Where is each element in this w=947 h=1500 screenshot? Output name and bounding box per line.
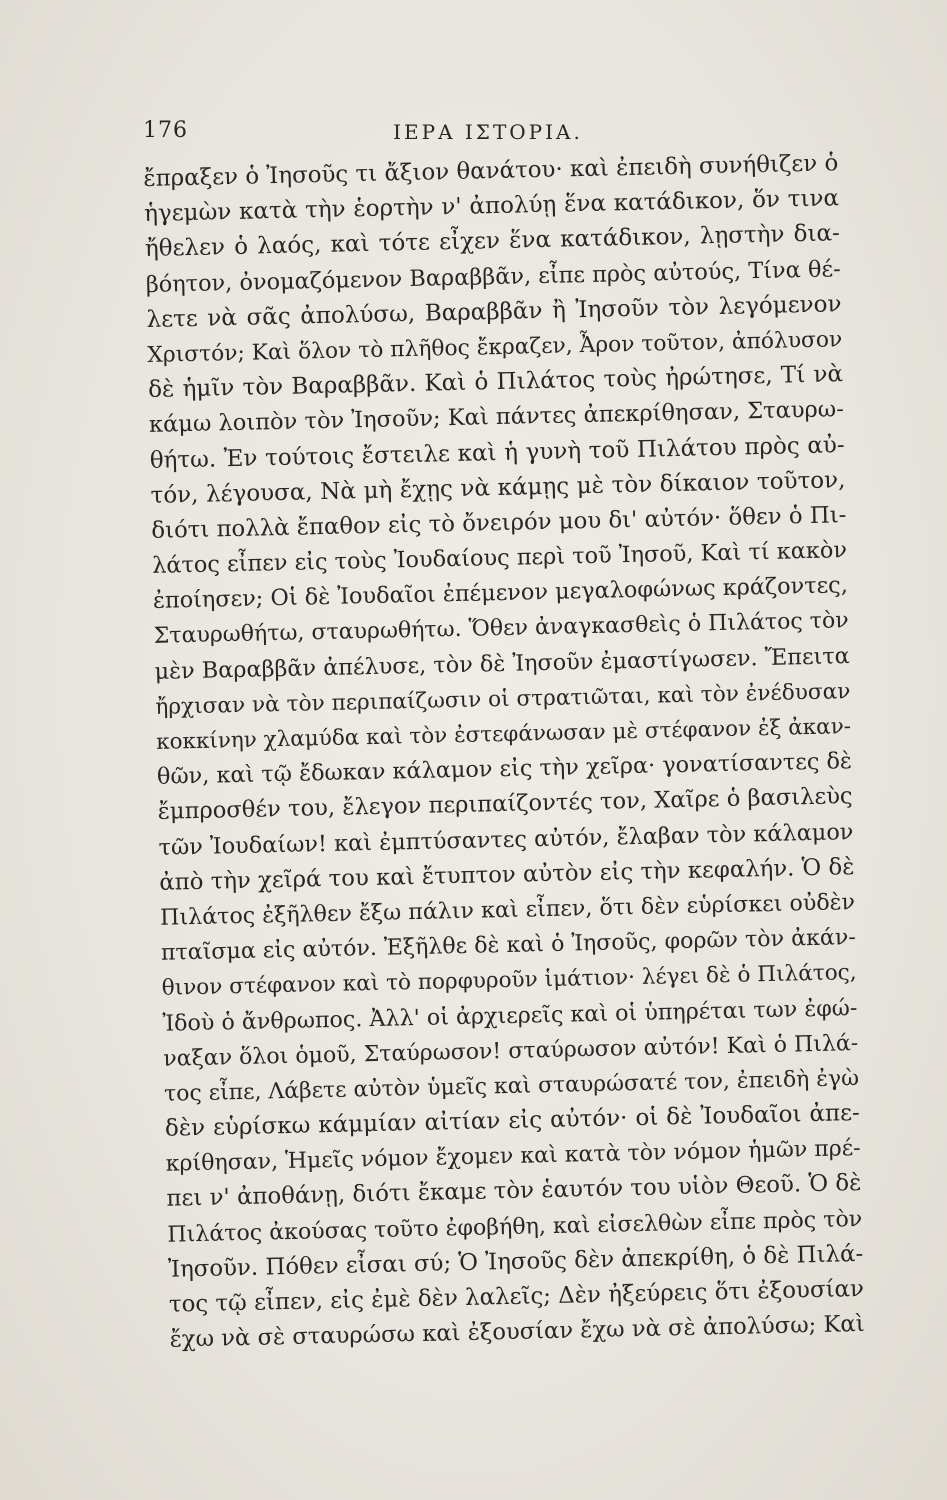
text-line: θήτω. Ἐν τούτοις ἔστειλε καὶ ἡ γυνὴ τοῦ Πιλάτου πρὸς αὐ- (149, 431, 845, 474)
text-line: ναξαν ὅλοι ὁμοῦ, Σταύρωσον! σταύρωσον αὐτόν! Καὶ ὁ Πιλά- (163, 1030, 859, 1072)
text-line: Ἰδοὺ ὁ ἄνθρωπος. Ἀλλ' οἱ ἀρχιερεῖς καὶ οἱ ὑπηρέται των ἐφώ- (162, 994, 858, 1037)
page-header (143, 118, 833, 150)
text-line: ἤρχισαν νὰ τὸν περιπαίζωσιν οἱ στρατιῶται, καὶ τὸν ἐνέδυσαν (155, 678, 851, 720)
text-line: κοκκίνην χλαμύδα καὶ τὸν ἐστεφάνωσαν μὲ στέφανον ἐξ ἀκαν- (155, 714, 852, 755)
text-line: δὲν εὑρίσκω κάμμίαν αἰτίαν εἰς αὐτόν· οἱ δὲ Ἰουδαῖοι ἀπε- (164, 1100, 861, 1142)
text-line: ἔπραξεν ὁ Ἰησοῦς τι ἄξιον θανάτου· καὶ ἐπειδὴ συνήθιζεν ὁ (143, 150, 839, 192)
text-line: βόητον, ὀνομαζόμενον Βαραββᾶν, εἶπε πρὸς αὐτούς, Τίνα θέ- (145, 255, 841, 298)
text-line: ἐποίησεν; Οἱ δὲ Ἰουδαῖοι ἐπέμενον μεγαλοφώνως κράζοντες, (152, 572, 849, 615)
text-line: λάτος εἶπεν εἰς τοὺς Ἰουδαίους περὶ τοῦ Ἰησοῦ, Καὶ τί κακὸν (151, 537, 848, 579)
text-line: ἔχω νὰ σὲ σταυρώσω καὶ ἐξουσίαν ἔχω νὰ σὲ ἀπολύσω; Καὶ (169, 1311, 865, 1353)
text-line: τῶν Ἰουδαίων! καὶ ἐμπτύσαντες αὐτόν, ἔλαβαν τὸν κάλαμον (158, 818, 854, 861)
text-line: τος εἶπε, Λάβετε αὐτὸν ὑμεῖς καὶ σταυρώσατέ τον, ἐπειδὴ ἐγὼ (163, 1065, 860, 1107)
text-line: Χριστόν; Καὶ ὅλον τὸ πλῆθος ἔκραζεν, Ἆρον τοῦτον, ἀπόλυσον (147, 327, 843, 368)
text-line: κρίθησαν, Ἡμεῖς νόμον ἔχομεν καὶ κατὰ τὸν νόμον ἡμῶν πρέ- (165, 1136, 861, 1177)
text-line: δὲ ἡμῖν τὸν Βαραββᾶν. Καὶ ὁ Πιλάτος τοὺς ἠρώτησε, Τί νὰ (147, 361, 844, 404)
text-line: θινον στέφανον καὶ τὸ πορφυροῦν ἱμάτιον· λέγει δὲ ὁ Πιλάτος, (161, 960, 857, 1002)
text-line: τόν, λέγουσα, Νὰ μὴ ἔχῃς νὰ κάμῃς μὲ τὸν δίκαιον τοῦτον, (150, 466, 846, 509)
body-text (143, 146, 865, 1358)
text-line: πταῖσμα εἰς αὐτόν. Ἐξῆλθε δὲ καὶ ὁ Ἰησοῦς, φορῶν τὸν ἀκάν- (160, 924, 857, 966)
text-line: Πιλάτος ἀκούσας τοῦτο ἐφοβήθη, καὶ εἰσελθὼν εἶπε πρὸς τὸν (167, 1205, 863, 1248)
text-line: λετε νὰ σᾶς ἀπολύσω, Βαραββᾶν ἢ Ἰησοῦν τὸν λεγόμενον (146, 290, 842, 333)
text-line: Ἰησοῦν. Πόθεν εἶσαι σύ; Ὁ Ἰησοῦς δὲν ἀπεκρίθη, ὁ δὲ Πιλά- (167, 1240, 864, 1283)
text-line: τος τῷ εἶπεν, εἰς ἐμὲ δὲν λαλεῖς; Δὲν ἠξεύρεις ὅτι ἐξουσίαν (168, 1275, 865, 1318)
text-line: διότι πολλὰ ἔπαθον εἰς τὸ ὄνειρόν μου δι' αὐτόν· ὅθεν ὁ Πι- (151, 502, 847, 544)
text-line: ἤθελεν ὁ λαός, καὶ τότε εἶχεν ἕνα κατάδικον, λῃστὴν δια- (144, 220, 841, 263)
text-line: πει ν' ἀποθάνῃ, διότι ἔκαμε τὸν ἑαυτόν του υἱὸν Θεοῦ. Ὁ δὲ (166, 1170, 862, 1213)
text-line: ἔμπροσθέν του, ἔλεγον περιπαίζοντές τον, Χαῖρε ὁ βασιλεὺς (157, 783, 853, 826)
text-line: ἡγεμὼν κατὰ τὴν ἑορτὴν ν' ἀπολύῃ ἕνα κατάδικον, ὅν τινα (143, 185, 840, 228)
running-head: ΙΕΡΑ ΙΣΤΟΡΙΑ. (393, 120, 583, 144)
text-line: Πιλάτος ἐξῆλθεν ἔξω πάλιν καὶ εἶπεν, ὅτι δὲν εὑρίσκει οὐδὲν (159, 888, 856, 931)
text-line: κάμω λοιπὸν τὸν Ἰησοῦν; Καὶ πάντες ἀπεκρίθησαν, Σταυρω- (148, 396, 845, 439)
text-line: Σταυρωθήτω, σταυρωθήτω. Ὅθεν ἀναγκασθεὶς ὁ Πιλάτος τὸν (153, 608, 849, 650)
text-line: θῶν, καὶ τῷ ἔδωκαν κάλαμον εἰς τὴν χεῖρα· γονατίσαντες δὲ (156, 748, 853, 791)
text-line: μὲν Βαραββᾶν ἀπέλυσε, τὸν δὲ Ἰησοῦν ἐμαστίγωσεν. Ἔπειτα (154, 642, 851, 685)
page-number: 176 (143, 118, 188, 143)
text-line: ἀπὸ τὴν χεῖρά του καὶ ἔτυπτον αὐτὸν εἰς τὴν κεφαλήν. Ὁ δὲ (159, 853, 855, 896)
